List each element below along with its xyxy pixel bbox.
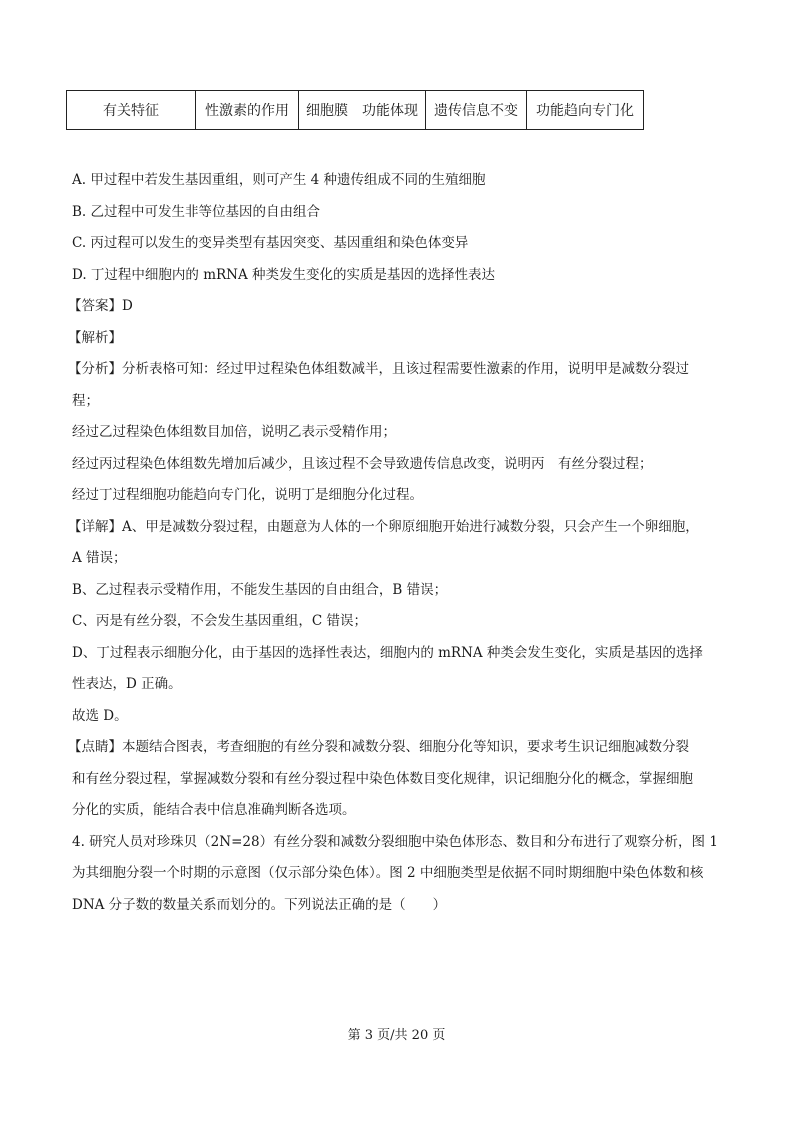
analysis-line: 【分析】分析表格可知：经过甲过程染色体组数减半，且该过程需要性激素的作用，说明甲是减数分裂过: [68, 361, 689, 377]
page-footer: 第 3 页/共 20 页: [347, 1028, 446, 1043]
table-cell-cell-membrane: 细胞膜 功能体现: [299, 91, 426, 130]
detail-line: 故选 D。: [72, 707, 128, 724]
feature-table: [66, 90, 644, 130]
option-d: D. 丁过程中细胞内的 mRNA 种类发生变化的实质是基因的选择性表达: [72, 266, 496, 283]
table-cell-sex-hormone: 性激素的作用: [196, 91, 299, 130]
question-4-line: 4. 研究人员对珍珠贝（2N=28）有丝分裂和减数分裂细胞中染色体形态、数目和分布进行了观察分析，图 1: [72, 833, 718, 850]
option-b: B. 乙过程中可发生非等位基因的自由组合: [72, 203, 321, 220]
analysis-header: 【解析】: [68, 329, 122, 346]
question-4-line: DNA 分子数的数量关系而划分的。下列说法正确的是（ ）: [72, 896, 447, 913]
detail-line: C、丙是有丝分裂，不会发生基因重组，C 错误；: [72, 613, 367, 629]
comment-line: 【点睛】本题结合图表，考查细胞的有丝分裂和减数分裂、细胞分化等知识，要求考生识记细胞减数分裂: [68, 739, 689, 755]
question-content: [68, 168, 728, 924]
comment-line: 和有丝分裂过程，掌握减数分裂和有丝分裂过程中染色体数目变化规律，识记细胞分化的概念，掌握细胞: [72, 770, 693, 787]
detail-line: 【详解】A、甲是减数分裂过程，由题意为人体的一个卵原细胞开始进行减数分裂，只会产生一个卵细胞，: [68, 518, 699, 535]
detail-line: B、乙过程表示受精作用，不能发生基因的自由组合，B 错误；: [72, 581, 448, 598]
table-cell-related-features: 有关特征: [67, 91, 196, 130]
detail-line: D、丁过程表示细胞分化，由于基因的选择性表达，细胞内的 mRNA 种类会发生变化，实质是基因的选择: [72, 644, 703, 661]
table-cell-specialization: 功能趋向专门化: [527, 91, 644, 130]
question-4-line: 为其细胞分裂一个时期的示意图（仅示部分染色体）。图 2 中细胞类型是依据不同时期细胞中染色体数和核: [72, 865, 704, 881]
table-cell-genetic-info: 遗传信息不变: [426, 91, 527, 130]
table-row: [67, 91, 644, 130]
analysis-line: 经过丁过程细胞功能趋向专门化，说明丁是细胞分化过程。: [72, 487, 423, 503]
option-a: A. 甲过程中若发生基因重组，则可产生 4 种遗传组成不同的生殖细胞: [72, 172, 486, 188]
analysis-line: 程；: [72, 392, 99, 409]
analysis-line: 经过丙过程染色体组数先增加后减少，且该过程不会导致遗传信息改变，说明丙 有丝分裂过程；: [72, 455, 653, 472]
comment-line: 分化的实质，能结合表中信息准确判断各选项。: [72, 802, 356, 818]
answer: 【答案】D: [68, 298, 133, 314]
analysis-line: 经过乙过程染色体组数目加倍，说明乙表示受精作用；: [72, 424, 396, 440]
detail-line: 性表达，D 正确。: [72, 676, 182, 692]
detail-line: A 错误；: [72, 550, 127, 566]
option-c: C. 丙过程可以发生的变异类型有基因突变、基因重组和染色体变异: [72, 235, 469, 251]
